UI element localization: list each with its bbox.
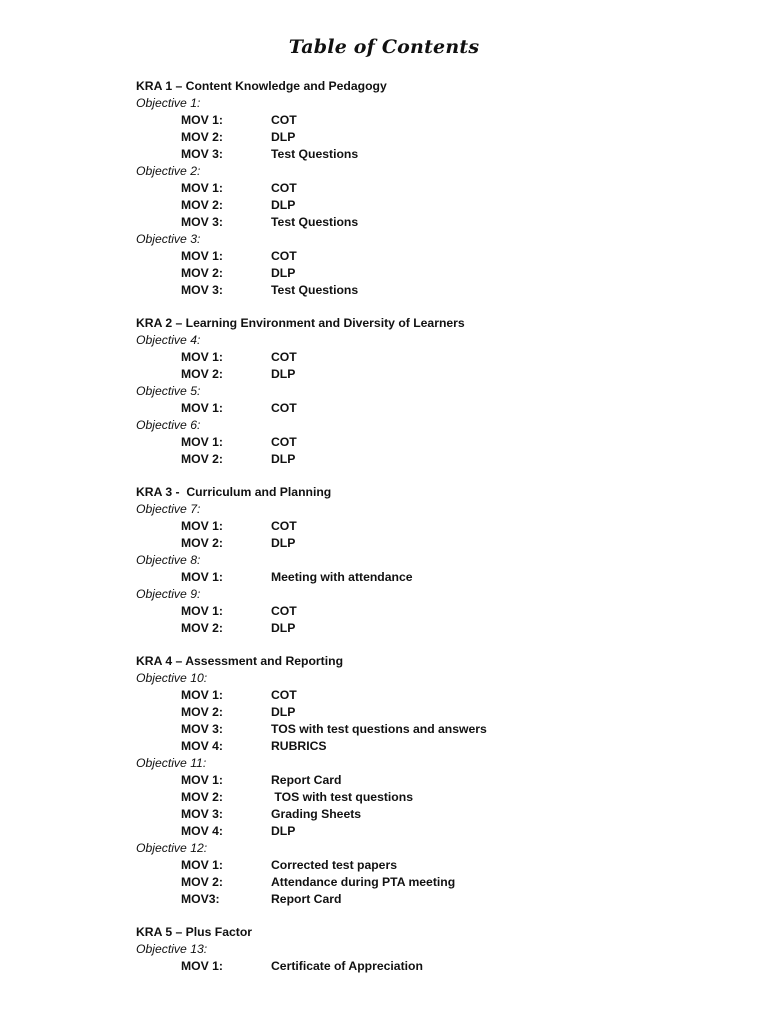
mov-label: MOV 1: bbox=[181, 181, 223, 195]
mov-label: MOV 1: bbox=[181, 858, 223, 872]
mov-item: Attendance during PTA meeting bbox=[271, 875, 456, 889]
mov-label: MOV 4: bbox=[181, 739, 223, 753]
mov-item: COT bbox=[271, 249, 297, 263]
mov-item: Corrected test papers bbox=[271, 858, 397, 872]
mov-row bbox=[136, 518, 736, 535]
kra-heading: KRA 4 – Assessment and Reporting bbox=[136, 654, 344, 668]
mov-row bbox=[136, 738, 736, 755]
kra-heading: KRA 1 – Content Knowledge and Pedagogy bbox=[136, 79, 387, 93]
mov-item: RUBRICS bbox=[271, 739, 327, 753]
mov-row bbox=[136, 349, 736, 366]
mov-row bbox=[136, 214, 736, 231]
objective-label: Objective 13: bbox=[136, 942, 208, 956]
mov-label: MOV 1: bbox=[181, 604, 223, 618]
mov-item: DLP bbox=[271, 536, 296, 550]
mov-item: COT bbox=[271, 519, 297, 533]
mov-row bbox=[136, 891, 736, 908]
mov-label: MOV3: bbox=[181, 892, 220, 906]
mov-item: DLP bbox=[271, 824, 296, 838]
mov-row bbox=[136, 129, 736, 146]
mov-row bbox=[136, 535, 736, 552]
mov-row bbox=[136, 620, 736, 637]
mov-label: MOV 1: bbox=[181, 435, 223, 449]
mov-label: MOV 4: bbox=[181, 824, 223, 838]
mov-item: Test Questions bbox=[271, 147, 359, 161]
objective-label: Objective 11: bbox=[136, 756, 207, 770]
mov-label: MOV 2: bbox=[181, 790, 223, 804]
objective-label: Objective 12: bbox=[136, 841, 208, 855]
mov-item: Test Questions bbox=[271, 283, 359, 297]
mov-row bbox=[136, 721, 736, 738]
mov-label: MOV 1: bbox=[181, 113, 223, 127]
mov-item: DLP bbox=[271, 198, 296, 212]
mov-item: COT bbox=[271, 401, 297, 415]
section-spacer bbox=[136, 908, 736, 924]
kra-heading: KRA 3 - Curriculum and Planning bbox=[136, 485, 332, 499]
mov-item: DLP bbox=[271, 367, 296, 381]
mov-label: MOV 1: bbox=[181, 401, 223, 415]
mov-label: MOV 2: bbox=[181, 266, 223, 280]
mov-row bbox=[136, 366, 736, 383]
objective-label: Objective 10: bbox=[136, 671, 208, 685]
objective-label: Objective 3: bbox=[136, 232, 201, 246]
table-of-contents bbox=[136, 78, 736, 975]
kra-heading: KRA 2 – Learning Environment and Diversity of Learners bbox=[136, 316, 465, 330]
mov-label: MOV 3: bbox=[181, 807, 223, 821]
mov-label: MOV 2: bbox=[181, 705, 223, 719]
mov-row bbox=[136, 569, 736, 586]
mov-row bbox=[136, 704, 736, 721]
mov-item: Report Card bbox=[271, 773, 342, 787]
mov-row bbox=[136, 112, 736, 129]
mov-label: MOV 2: bbox=[181, 536, 223, 550]
mov-row bbox=[136, 603, 736, 620]
mov-item: Certificate of Appreciation bbox=[271, 959, 423, 973]
mov-row bbox=[136, 248, 736, 265]
mov-item: DLP bbox=[271, 452, 296, 466]
mov-item: Grading Sheets bbox=[271, 807, 362, 821]
mov-label: MOV 2: bbox=[181, 367, 223, 381]
mov-label: MOV 3: bbox=[181, 147, 223, 161]
mov-row bbox=[136, 265, 736, 282]
objective-label: Objective 2: bbox=[136, 164, 201, 178]
mov-label: MOV 1: bbox=[181, 350, 223, 364]
mov-item: COT bbox=[271, 350, 297, 364]
mov-item: DLP bbox=[271, 130, 296, 144]
objective-label: Objective 4: bbox=[136, 333, 201, 347]
mov-item: TOS with test questions bbox=[271, 790, 413, 804]
mov-row bbox=[136, 874, 736, 891]
section-spacer bbox=[136, 468, 736, 484]
mov-label: MOV 2: bbox=[181, 452, 223, 466]
mov-label: MOV 1: bbox=[181, 773, 223, 787]
objective-label: Objective 7: bbox=[136, 502, 201, 516]
mov-label: MOV 2: bbox=[181, 198, 223, 212]
mov-row bbox=[136, 772, 736, 789]
mov-label: MOV 1: bbox=[181, 959, 223, 973]
mov-row bbox=[136, 197, 736, 214]
mov-row bbox=[136, 282, 736, 299]
mov-item: COT bbox=[271, 688, 297, 702]
mov-item: COT bbox=[271, 113, 297, 127]
mov-label: MOV 1: bbox=[181, 249, 223, 263]
mov-row bbox=[136, 806, 736, 823]
mov-row bbox=[136, 687, 736, 704]
mov-item: COT bbox=[271, 604, 297, 618]
mov-row bbox=[136, 180, 736, 197]
kra-heading: KRA 5 – Plus Factor bbox=[136, 925, 253, 939]
objective-label: Objective 5: bbox=[136, 384, 201, 398]
mov-row bbox=[136, 451, 736, 468]
mov-row bbox=[136, 400, 736, 417]
mov-row bbox=[136, 146, 736, 163]
mov-row bbox=[136, 958, 736, 975]
mov-item: TOS with test questions and answers bbox=[271, 722, 487, 736]
mov-row bbox=[136, 823, 736, 840]
objective-label: Objective 8: bbox=[136, 553, 201, 567]
mov-item: Test Questions bbox=[271, 215, 359, 229]
mov-label: MOV 2: bbox=[181, 621, 223, 635]
mov-label: MOV 1: bbox=[181, 688, 223, 702]
mov-label: MOV 1: bbox=[181, 519, 223, 533]
mov-row bbox=[136, 434, 736, 451]
mov-item: Report Card bbox=[271, 892, 342, 906]
mov-label: MOV 3: bbox=[181, 283, 223, 297]
objective-label: Objective 6: bbox=[136, 418, 201, 432]
mov-label: MOV 2: bbox=[181, 130, 223, 144]
mov-label: MOV 2: bbox=[181, 875, 223, 889]
mov-item: Meeting with attendance bbox=[271, 570, 413, 584]
mov-label: MOV 1: bbox=[181, 570, 223, 584]
page-title: Table of Contents bbox=[288, 36, 480, 58]
section-spacer bbox=[136, 637, 736, 653]
mov-item: DLP bbox=[271, 621, 296, 635]
section-spacer bbox=[136, 299, 736, 315]
mov-item: DLP bbox=[271, 705, 296, 719]
mov-row bbox=[136, 789, 736, 806]
mov-label: MOV 3: bbox=[181, 215, 223, 229]
mov-item: COT bbox=[271, 435, 297, 449]
objective-label: Objective 1: bbox=[136, 96, 201, 110]
objective-label: Objective 9: bbox=[136, 587, 201, 601]
mov-label: MOV 3: bbox=[181, 722, 223, 736]
mov-item: DLP bbox=[271, 266, 296, 280]
mov-item: COT bbox=[271, 181, 297, 195]
mov-row bbox=[136, 857, 736, 874]
